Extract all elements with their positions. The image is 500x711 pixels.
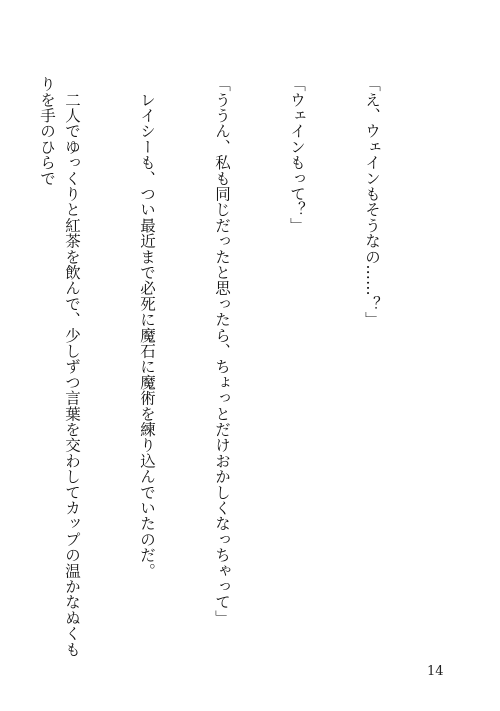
text-line: 「ううん、私も同じだったと思ったら、ちょっとだけおかしくなっちゃって」 <box>213 76 231 626</box>
text-line: 「ウェインもって？」 <box>288 76 306 233</box>
text-line: 二人でゆっくりと紅茶を飲んで、少しずつ言葉を交わしてカップの温かなぬくもりを手のひらで <box>38 76 81 657</box>
page-number: 14 <box>427 664 444 679</box>
text-line: レイシーも、つい最近まで必死に魔石に魔術を練り込んでいたのだ。 <box>138 76 156 579</box>
text-line: 「え、ウェインもそうなの……？」 <box>363 76 381 328</box>
vertical-text-block <box>38 76 434 658</box>
